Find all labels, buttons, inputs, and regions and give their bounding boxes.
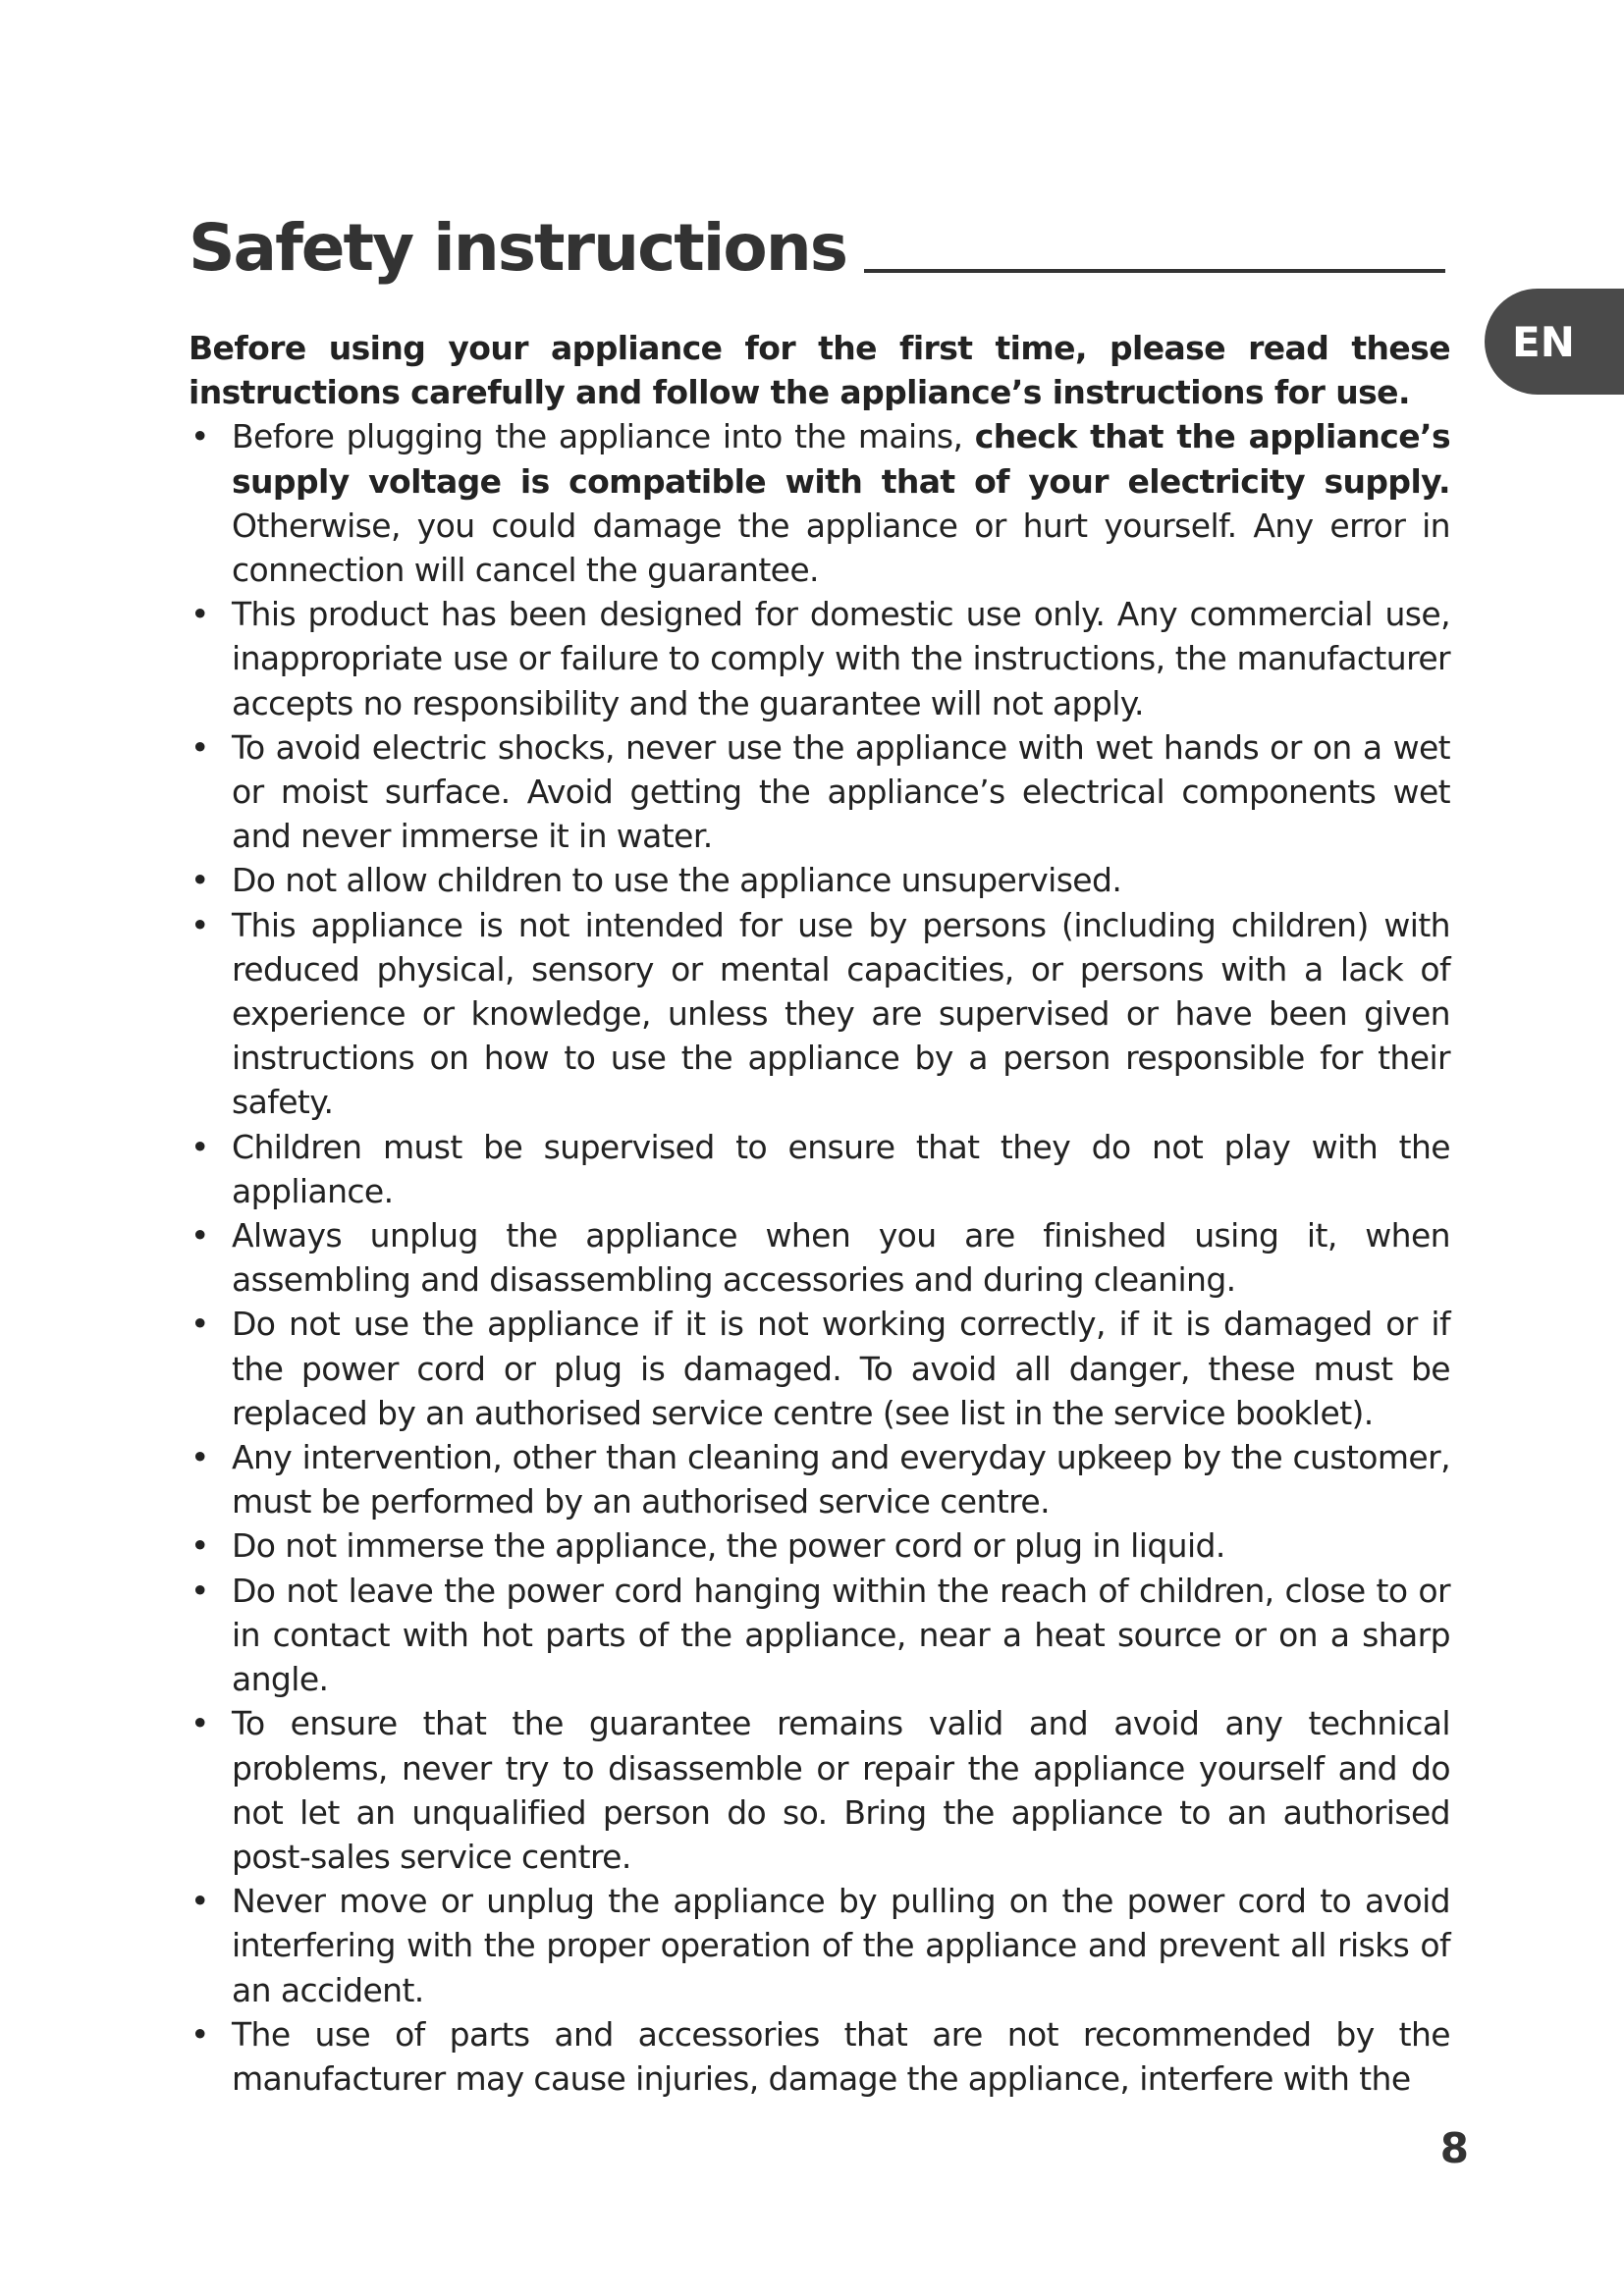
list-item: • To avoid electric shocks, never use the appliance with wet hands or on a wet or moist surface. Avoid getting the appliance’s electrical components wet and never immerse it in water. <box>189 725 1450 859</box>
list-item: • Do not immerse the appliance, the power cord or plug in liquid. <box>189 1523 1450 1568</box>
title-underline <box>864 269 1445 273</box>
list-item-text: Before plugging the appliance into the mains, <box>232 417 963 456</box>
list-item-emphasis: check that the appliance’s supply voltage is compatible with that of your electricity supply. <box>232 417 1450 501</box>
list-item: • Do not allow children to use the appliance unsupervised. <box>189 858 1450 902</box>
safety-content <box>189 326 1450 2101</box>
list-item: • Never move or unplug the appliance by pulling on the power cord to avoid interfering with the proper operation of the appliance and prevent all risks of an accident. <box>189 1879 1450 2012</box>
list-item: • This appliance is not intended for use by persons (including children) with reduced physical, sensory or mental capacities, or persons with a lack of experience or knowledge, unless they are supervised or have been given instructions on how to use the appliance by a person responsible for their safety. <box>189 903 1450 1125</box>
title-row <box>189 192 1445 286</box>
safety-list <box>189 414 1450 2101</box>
list-item: • Do not use the appliance if it is not working correctly, if it is damaged or if the power cord or plug is damaged. To avoid all danger, these must be replaced by an authorised service centre (see list in the service booklet). <box>189 1302 1450 1435</box>
list-item <box>189 414 1450 592</box>
list-item: • Do not leave the power cord hanging within the reach of children, close to or in contact with hot parts of the appliance, near a heat source or on a sharp angle. <box>189 1569 1450 1702</box>
page-title: Safety instructions <box>189 210 846 286</box>
list-item: • To ensure that the guarantee remains valid and avoid any technical problems, never try to disassemble or repair the appliance yourself and do not let an unqualified person do so. Bring the appliance to an authorised post-sales service centre. <box>189 1701 1450 1879</box>
list-item: • This product has been designed for domestic use only. Any commercial use, inappropriate use or failure to comply with the instructions, the manufacturer accepts no responsibility and the guarantee will not apply. <box>189 592 1450 725</box>
list-item: • The use of parts and accessories that are not recommended by the manufacturer may cause injuries, damage the appliance, interfere with the <box>189 2012 1450 2101</box>
list-item: • Any intervention, other than cleaning and everyday upkeep by the customer, must be performed by an authorised service centre. <box>189 1435 1450 1523</box>
list-item: • Always unplug the appliance when you are finished using it, when assembling and disassembling accessories and during cleaning. <box>189 1213 1450 1302</box>
list-item: • Children must be supervised to ensure that they do not play with the appliance. <box>189 1125 1450 1213</box>
page-number: 8 <box>1439 2124 1469 2172</box>
list-item-text: Otherwise, you could damage the appliance or hurt yourself. Any error in connection will cancel the guarantee. <box>232 506 1450 590</box>
language-tab: EN <box>1485 289 1624 395</box>
intro-paragraph: Before using your appliance for the first time, please read these instructions carefully and follow the appliance’s instructions for use. <box>189 329 1450 412</box>
